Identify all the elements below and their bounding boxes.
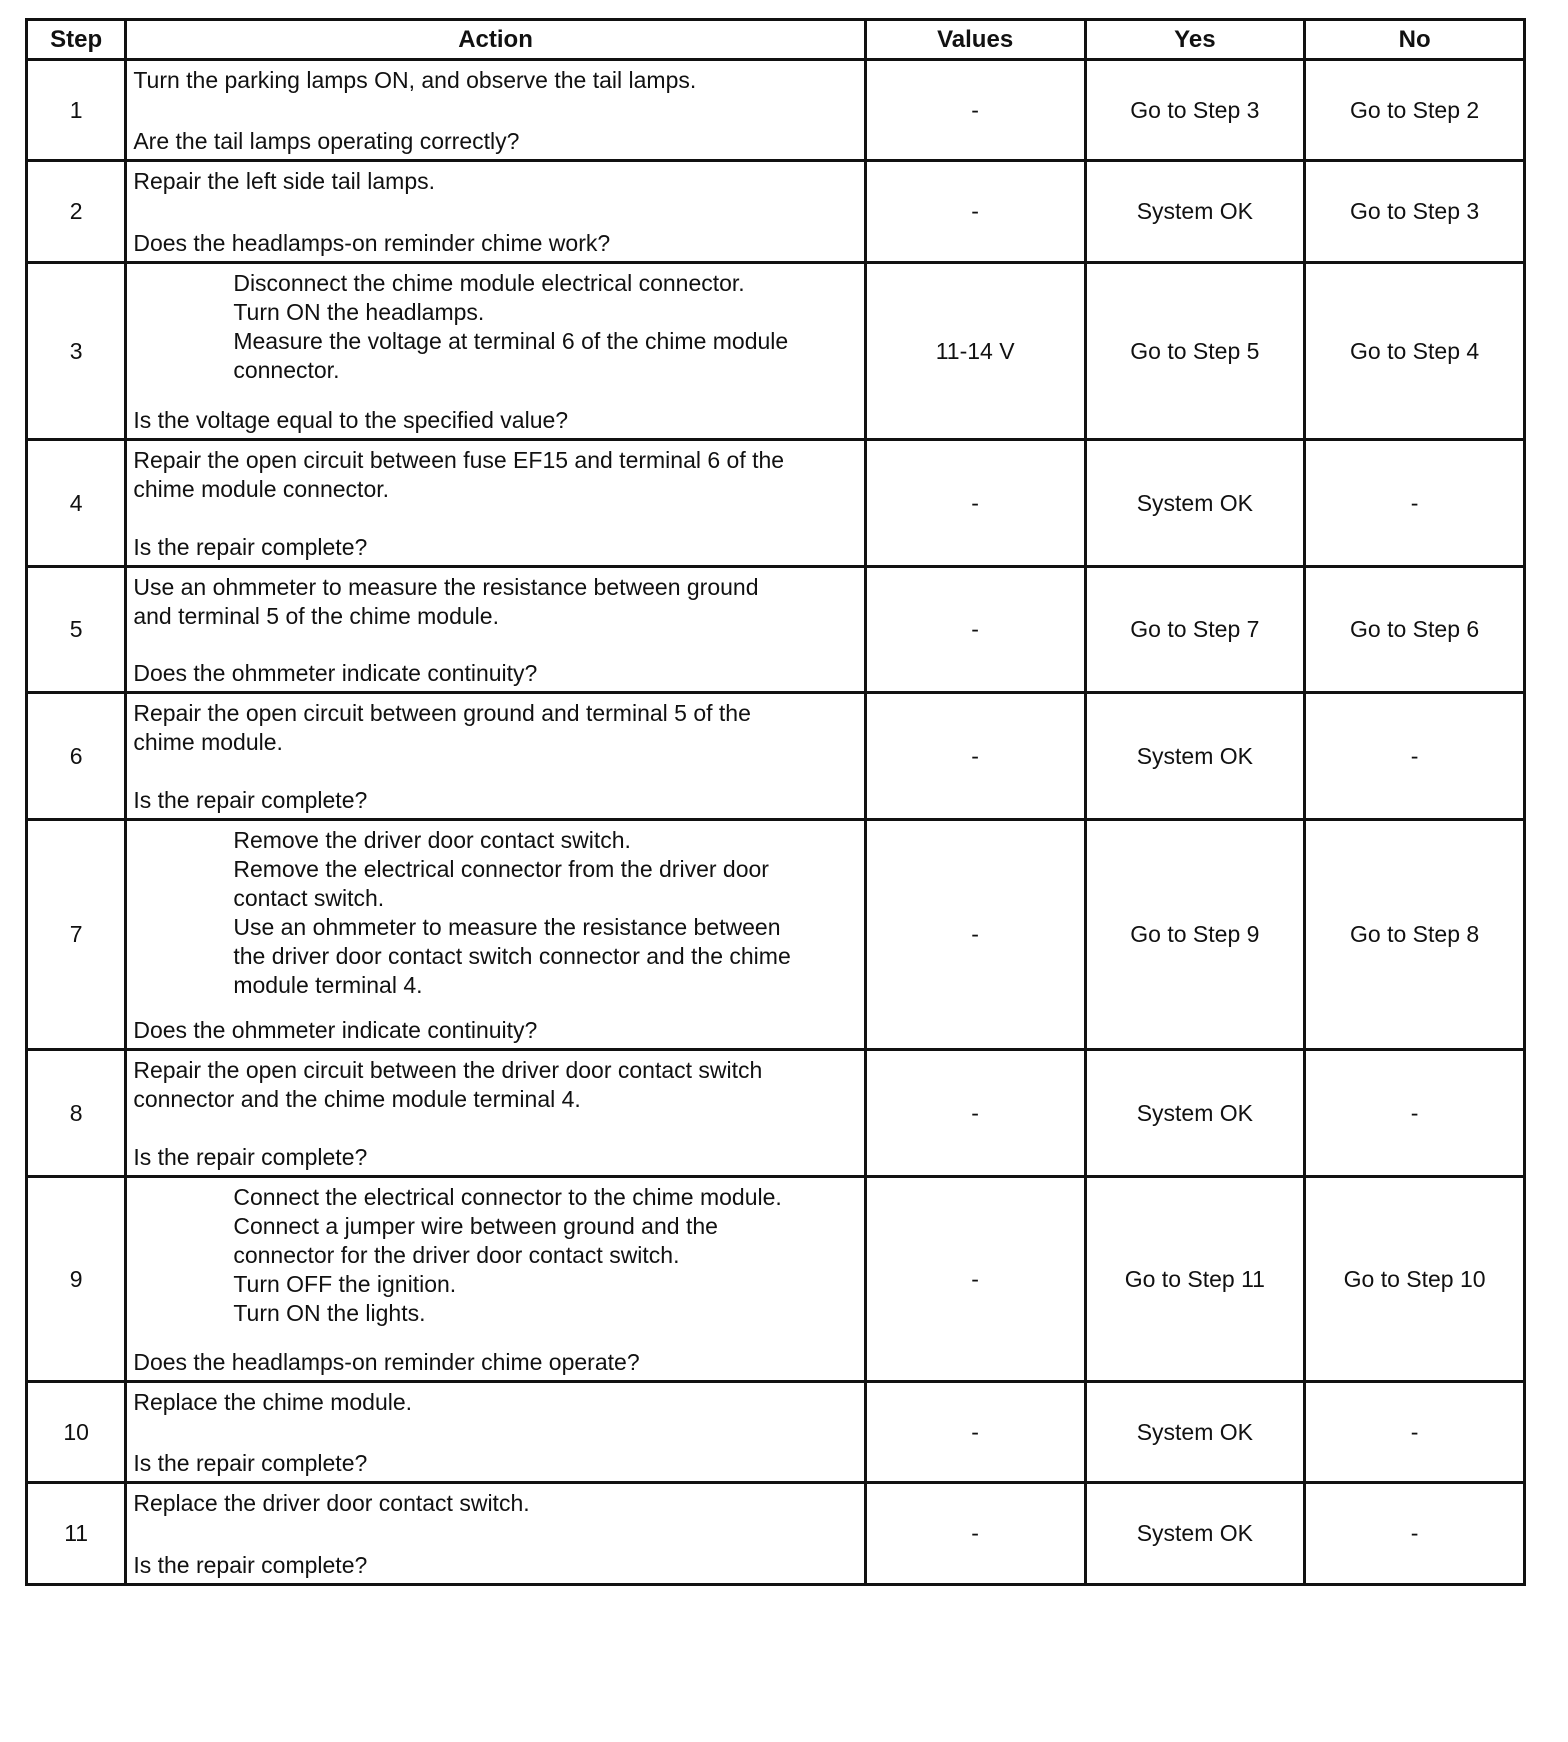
yes-outcome: System OK — [1085, 440, 1305, 567]
table-row — [27, 1177, 1525, 1382]
step-number: 10 — [27, 1382, 126, 1483]
action-instruction: Use an ohmmeter to measure the resistance between — [233, 913, 781, 940]
action-cell — [126, 693, 865, 820]
step-number: 2 — [27, 161, 126, 263]
step-number: 9 — [27, 1177, 126, 1382]
action-instruction: Repair the open circuit between fuse EF15 and terminal 6 of the — [133, 446, 785, 473]
no-outcome: Go to Step 4 — [1305, 263, 1525, 440]
action-cell — [126, 161, 865, 263]
table-row — [27, 1483, 1525, 1585]
no-outcome: - — [1305, 1382, 1525, 1483]
action-instruction: Turn ON the lights. — [233, 1299, 426, 1326]
action-cell — [126, 1050, 865, 1177]
header-row — [27, 20, 1525, 60]
header-yes: Yes — [1085, 20, 1305, 60]
action-instruction: Use an ohmmeter to measure the resistance between ground — [133, 573, 759, 600]
header-action: Action — [126, 20, 865, 60]
action-question: Is the repair complete? — [133, 1449, 368, 1476]
header-values: Values — [865, 20, 1085, 60]
header-no: No — [1305, 20, 1525, 60]
value-cell: - — [865, 161, 1085, 263]
no-outcome: Go to Step 2 — [1305, 60, 1525, 161]
action-instruction: module terminal 4. — [233, 971, 423, 998]
yes-outcome: Go to Step 3 — [1085, 60, 1305, 161]
action-instruction: connector and the chime module terminal 4. — [133, 1085, 581, 1112]
action-cell — [126, 820, 865, 1050]
no-outcome: Go to Step 8 — [1305, 820, 1525, 1050]
value-cell: 11-14 V — [865, 263, 1085, 440]
value-cell: - — [865, 440, 1085, 567]
yes-outcome: System OK — [1085, 161, 1305, 263]
action-question: Is the repair complete? — [133, 1551, 368, 1578]
action-cell — [126, 1483, 865, 1585]
value-cell: - — [865, 567, 1085, 693]
step-number: 11 — [27, 1483, 126, 1585]
table-row — [27, 693, 1525, 820]
action-instruction: Disconnect the chime module electrical connector. — [233, 269, 745, 296]
yes-outcome: Go to Step 7 — [1085, 567, 1305, 693]
action-instruction: Connect a jumper wire between ground and the — [233, 1212, 718, 1239]
action-instruction: Turn ON the headlamps. — [233, 298, 485, 325]
action-instruction: Remove the driver door contact switch. — [233, 826, 631, 853]
yes-outcome: System OK — [1085, 1382, 1305, 1483]
action-instruction: chime module connector. — [133, 475, 390, 502]
action-instruction: Remove the electrical connector from the driver door — [233, 855, 769, 882]
no-outcome: - — [1305, 693, 1525, 820]
step-number: 6 — [27, 693, 126, 820]
action-instruction: Replace the driver door contact switch. — [133, 1489, 530, 1516]
action-instruction: connector for the driver door contact switch. — [233, 1241, 680, 1268]
action-question: Does the headlamps-on reminder chime operate? — [133, 1348, 640, 1375]
action-cell — [126, 1177, 865, 1382]
no-outcome: - — [1305, 1483, 1525, 1585]
action-cell — [126, 60, 865, 161]
yes-outcome: System OK — [1085, 693, 1305, 820]
yes-outcome: System OK — [1085, 1483, 1305, 1585]
header-step: Step — [27, 20, 126, 60]
value-cell: - — [865, 1483, 1085, 1585]
action-question: Are the tail lamps operating correctly? — [133, 127, 520, 154]
action-cell — [126, 440, 865, 567]
action-question: Does the headlamps-on reminder chime work? — [133, 229, 611, 256]
action-instruction: Turn the parking lamps ON, and observe the tail lamps. — [133, 66, 697, 93]
table-row — [27, 263, 1525, 440]
action-instruction: and terminal 5 of the chime module. — [133, 602, 499, 629]
no-outcome: Go to Step 6 — [1305, 567, 1525, 693]
value-cell: - — [865, 60, 1085, 161]
no-outcome: - — [1305, 440, 1525, 567]
action-cell — [126, 567, 865, 693]
table-row — [27, 820, 1525, 1050]
action-instruction: Connect the electrical connector to the chime module. — [233, 1183, 782, 1210]
action-cell — [126, 263, 865, 440]
step-number: 7 — [27, 820, 126, 1050]
no-outcome: Go to Step 10 — [1305, 1177, 1525, 1382]
action-instruction: chime module. — [133, 728, 283, 755]
table-row — [27, 1382, 1525, 1483]
action-question: Is the repair complete? — [133, 786, 368, 813]
action-instruction: Repair the open circuit between ground and terminal 5 of the — [133, 699, 751, 726]
step-number: 3 — [27, 263, 126, 440]
yes-outcome: System OK — [1085, 1050, 1305, 1177]
value-cell: - — [865, 1382, 1085, 1483]
action-instruction: connector. — [233, 356, 340, 383]
action-instruction: Turn OFF the ignition. — [233, 1270, 457, 1297]
action-question: Does the ohmmeter indicate continuity? — [133, 1016, 538, 1043]
no-outcome: - — [1305, 1050, 1525, 1177]
action-question: Is the repair complete? — [133, 1143, 368, 1170]
table-row — [27, 567, 1525, 693]
action-instruction: Repair the left side tail lamps. — [133, 167, 436, 194]
table-row — [27, 440, 1525, 567]
no-outcome: Go to Step 3 — [1305, 161, 1525, 263]
value-cell: - — [865, 820, 1085, 1050]
yes-outcome: Go to Step 11 — [1085, 1177, 1305, 1382]
yes-outcome: Go to Step 9 — [1085, 820, 1305, 1050]
action-question: Is the voltage equal to the specified value? — [133, 406, 569, 433]
action-instruction: Repair the open circuit between the driver door contact switch — [133, 1056, 763, 1083]
step-number: 8 — [27, 1050, 126, 1177]
value-cell: - — [865, 1177, 1085, 1382]
value-cell: - — [865, 693, 1085, 820]
diagnostic-table — [25, 18, 1526, 1586]
step-number: 5 — [27, 567, 126, 693]
action-question: Is the repair complete? — [133, 533, 368, 560]
action-instruction: contact switch. — [233, 884, 385, 911]
table-row — [27, 60, 1525, 161]
table-row — [27, 161, 1525, 263]
action-cell — [126, 1382, 865, 1483]
value-cell: - — [865, 1050, 1085, 1177]
yes-outcome: Go to Step 5 — [1085, 263, 1305, 440]
step-number: 1 — [27, 60, 126, 161]
step-number: 4 — [27, 440, 126, 567]
table-row — [27, 1050, 1525, 1177]
action-question: Does the ohmmeter indicate continuity? — [133, 659, 538, 686]
action-instruction: Measure the voltage at terminal 6 of the chime module — [233, 327, 789, 354]
action-instruction: Replace the chime module. — [133, 1388, 413, 1415]
action-instruction: the driver door contact switch connector and the chime — [233, 942, 791, 969]
